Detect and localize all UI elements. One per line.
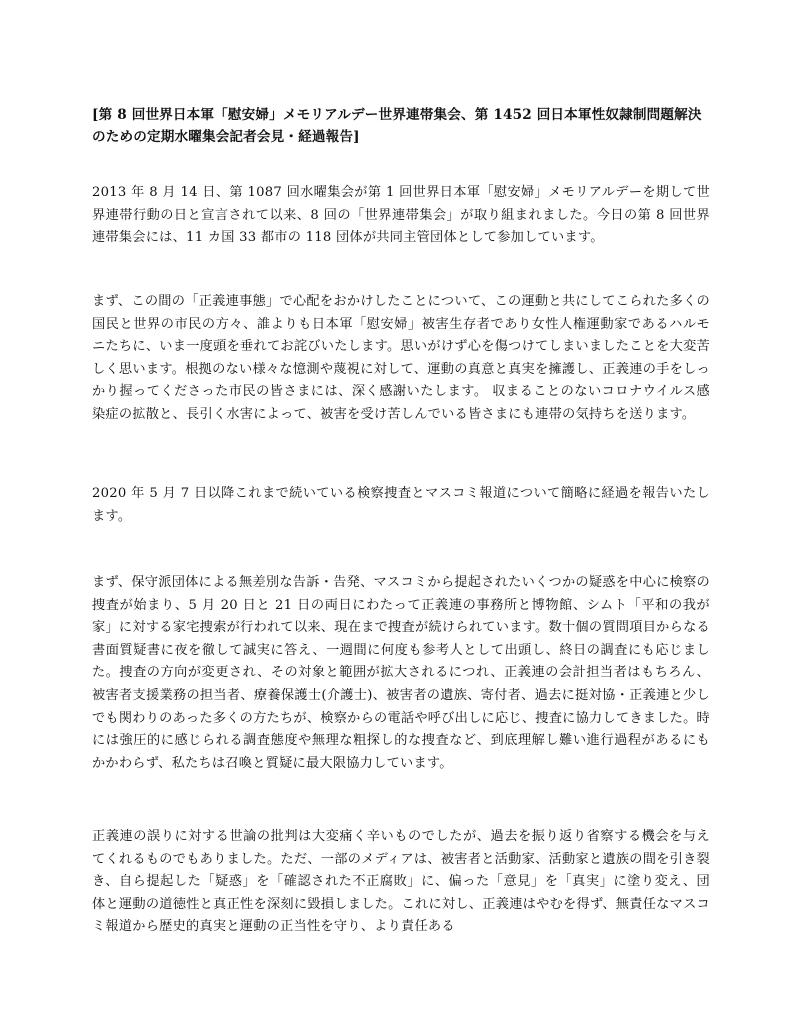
paragraph-5: 正義連の誤りに対する世論の批判は大変痛く辛いものでしたが、過去を振り返り省察する機会を与えてくれるものでもありました。ただ、一部のメディアは、被害者と活動家、活動家と遺族の間を引き裂き、自ら提起した「疑惑」を「確認された不正腐敗」に、偏った「意見」を「真実」に塗り変え、団体と運動の道徳性と真正性を深刻に毀損しました。これに対し、正義連はやむを得ず、無責任なマスコミ報道から歴史的真実と運動の正当性を守り、より責任ある bbox=[92, 829, 710, 935]
document-title: [第 8 回世界日本軍「慰安婦」メモリアルデー世界連帯集会、第 1452 回日本軍性奴隷制問題解決のための定期水曜集会記者会見・経過報告] bbox=[92, 107, 702, 145]
paragraph-2: まず、この間の「正義連事態」で心配をおかけしたことについて、この運動と共にしてこられた多くの国民と世界の市民の方々、誰よりも日本軍「慰安婦」被害生存者であり女性人権運動家であるハルモニたちに、いま一度頭を垂れてお詫びいたします。思いがけず心を傷つけてしまいましたことを大変苦しく思います。根拠のない様々な憶測や蔑視に対して、運動の真意と真実を擁護し、正義連の手をしっかり握ってくださった市民の皆さまには、深く感謝いたします。 収まることのないコロナウイルス感染症の拡散と、長引く水害によって、被害を受け苦しんでいる皆さまにも連帯の気持ちを送ります。 bbox=[92, 294, 710, 422]
paragraph-3: 2020 年 5 月 7 日以降これまで続いている検察捜査とマスコミ報道について簡略に経過を報告いたします。 bbox=[92, 486, 710, 524]
paragraph-4: まず、保守派団体による無差別な告訴・告発、マスコミから提起されたいくつかの疑惑を中心に検察の捜査が始まり、5 月 20 日と 21 日の両日にわたって正義連の事務所と博物館、シムト「平和の我が家」に対する家宅捜索が行われて以来、現在まで捜査が続けられています。数十個の質問項目からなる書面質疑書に夜を徹して誠実に答え、一週間に何度も参考人として出頭し、終日の調査にも応じました。捜査の方向が変更され、その対象と範囲が拡大されるにつれ、正義連の会計担当者はもちろん、被害者支援業務の担当者、療養保護士(介護士)、被害者の遺族、寄付者、過去に挺対協・正義連と少しでも関わりのあった多くの方たちが、検察からの電話や呼び出しに応じ、捜査に協力してきました。時には強圧的に感じられる調査態度や無理な粗探し的な捜査など、到底理解し難い進行過程があるにもかかわらず、私たちは召喚と質疑に最大限協力しています。 bbox=[92, 575, 710, 771]
paragraph-1: 2013 年 8 月 14 日、第 1087 回水曜集会が第 1 回世界日本軍「慰安婦」メモリアルデーを期して世界連帯行動の日と宣言されて以来、8 回の「世界連帯集会」が取り組まれました。今日の第 8 回世界連帯集会には、11 カ国 33 都市の 118 団体が共同主管団体として参加しています。 bbox=[92, 185, 710, 246]
